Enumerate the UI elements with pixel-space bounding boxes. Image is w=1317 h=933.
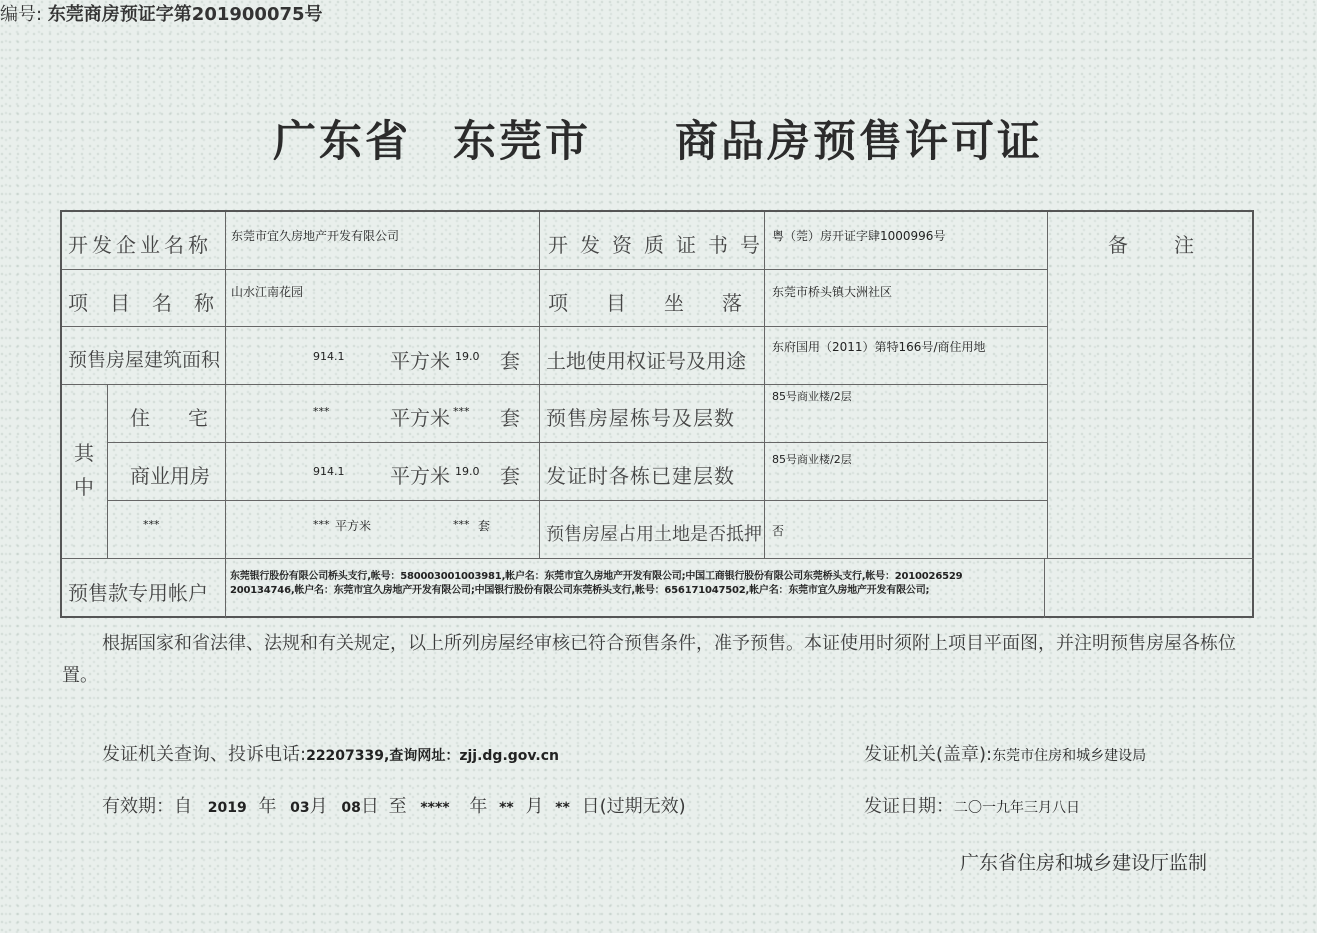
title-certificate-name: 商品房预售许可证 [675,117,1043,167]
land-use-value: 东府国用（2011）第特166号/商住用地 [772,340,986,354]
inquiry-label: 发证机关查询、投诉电话: [102,744,307,765]
project-name-label: 项目名称 [68,291,236,315]
other-sets: *** [453,518,470,531]
presale-area-label: 预售房屋建筑面积 [68,349,221,371]
residential-area: *** [313,405,330,418]
validity-start-month: 03 [290,800,310,816]
built-floors-label: 发证时各栋已建层数 [546,464,735,488]
supervisor-line: 广东省住房和城乡建设厅监制 [960,852,1208,874]
presale-area-unit: 平方米 [390,349,450,373]
validity-label: 有效期：自 [102,796,192,817]
issuer-value: 东莞市住房和城乡建设局 [992,748,1147,764]
commercial-sets-unit: 套 [500,464,520,488]
developer-value: 东莞市宜久房地产开发有限公司 [231,229,400,243]
issue-date-label: 发证日期： [864,796,954,817]
validity-to: 至 [388,796,407,817]
validity-note: (过期无效) [599,796,686,817]
location-label: 项目坐落 [548,291,780,315]
inquiry-phone: 22207339 [306,748,385,764]
project-name-value: 山水江南花园 [231,285,304,299]
mortgage-value: 否 [772,524,785,538]
building-floors-value: 85号商业楼/2层 [772,390,852,403]
land-use-label: 土地使用权证号及用途 [546,349,746,373]
account-line-1: 东莞银行股份有限公司桥头支行,帐号：580003001003981,帐户名：东莞市宜久房地产开发有限公司;中国工商银行股份有限公司东莞桥头支行,帐号：2010026529 [230,571,963,582]
validity-line [102,792,686,818]
built-floors-value: 85号商业楼/2层 [772,453,852,466]
residential-label: 住宅 [130,406,246,430]
other-area-unit: 平方米 [335,519,372,533]
title-city: 东莞市 [453,117,591,167]
approval-statement: 根据国家和省法律、法规和有关规定，以上所列房屋经审核已符合预售条件，准予预售。本证使用时须附上项目平面图，并注明预售房屋各栋位置。 [62,633,1236,686]
validity-month-unit: 月 [309,796,328,817]
among-label: 其中 [74,441,94,499]
other-sets-unit: 套 [478,519,491,533]
mortgage-label: 预售房屋占用土地是否抵押 [546,524,762,545]
title-province: 广东省 [273,117,411,167]
validity-year-unit: 年 [258,796,277,817]
developer-label: 开发企业名称 [68,233,212,257]
issuer-label: 发证机关(盖章): [864,744,993,765]
validity-end-month: ** [499,800,514,816]
remarks-label: 备注 [1108,233,1240,257]
certificate-number-value: 东莞商房预证字第201900075号 [47,4,323,25]
residential-sets: *** [453,405,470,418]
inquiry-url: zjj.dg.gov.cn [459,748,559,764]
presale-sets-unit: 套 [500,349,520,373]
issue-date-value: 二〇一九年三月八日 [954,800,1080,816]
residential-sets-unit: 套 [500,406,520,430]
account-line-2: 200134746,帐户名：东莞市宜久房地产开发有限公司;中国银行股份有限公司东莞桥头支行,帐号：656171047502,帐户名：东莞市宜久房地产开发有限公司; [230,585,930,596]
commercial-label: 商业用房 [130,464,210,488]
location-value: 东莞市桥头镇大洲社区 [772,285,893,299]
other-area: *** [313,518,330,531]
validity-start-day: 08 [341,800,361,816]
certificate-number [0,0,1317,26]
account-label: 预售款专用帐户 [68,581,208,605]
certificate-number-label: 编号: [0,4,43,25]
validity-end-year-unit: 年 [469,796,488,817]
commercial-sets: 19.0 [455,465,480,478]
building-floors-label: 预售房屋栋号及层数 [546,406,735,430]
inquiry-url-label: ,查询网址： [384,748,460,764]
presale-area-value: 914.1 [313,350,345,363]
commercial-area: 914.1 [313,465,345,478]
validity-end-day-unit: 日 [581,796,600,817]
issuer-line [864,740,1146,766]
inquiry-line [102,740,559,766]
validity-end-day: ** [555,800,570,816]
validity-end-year: **** [420,800,450,816]
validity-end-month-unit: 月 [525,796,544,817]
qualification-label: 开发资质证书号 [548,233,772,257]
residential-area-unit: 平方米 [390,406,450,430]
qualification-value: 粤（莞）房开证字肆1000996号 [772,229,946,243]
issue-date-line [864,792,1080,818]
validity-start-year: 2019 [207,800,247,816]
other-type-label: *** [143,518,160,531]
presale-sets-value: 19.0 [455,350,480,363]
commercial-area-unit: 平方米 [390,464,450,488]
validity-day-unit: 日 [360,796,379,817]
